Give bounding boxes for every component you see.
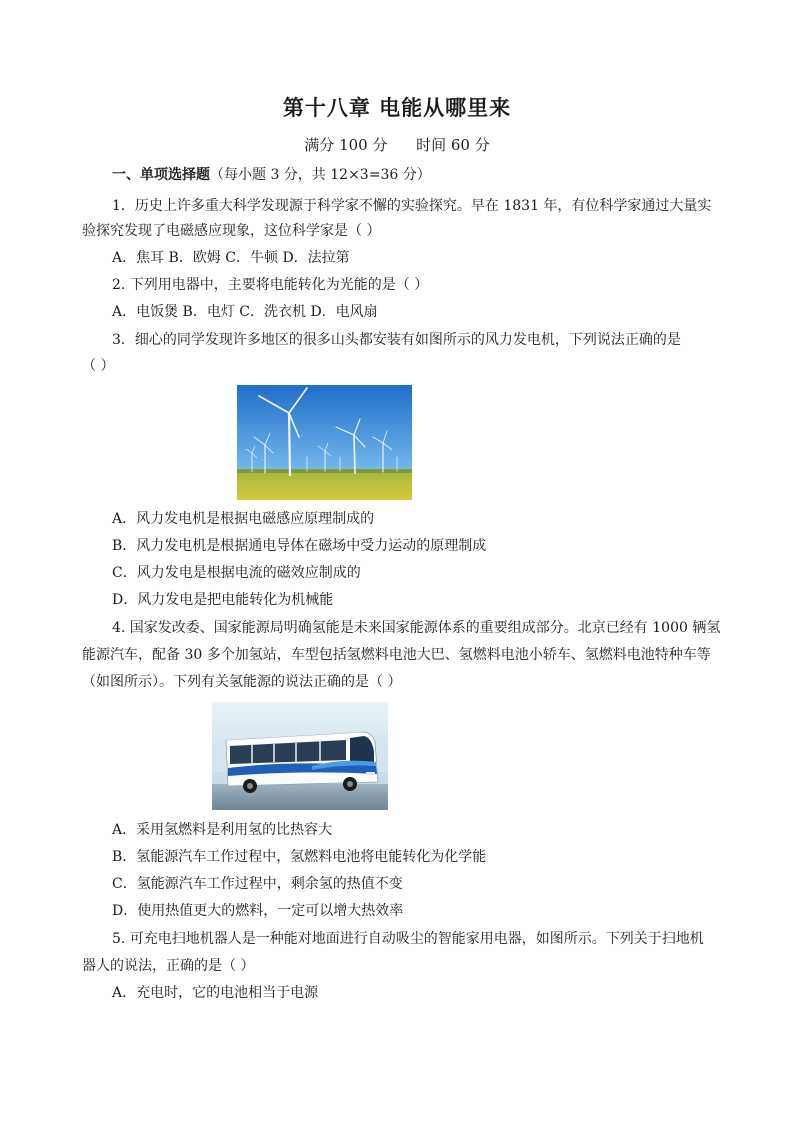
q4-stem-line1: 4. 国家发改委、国家能源局明确氢能是未来国家能源体系的重要组成部分。北京已经有 1000 辆氢: [112, 620, 721, 636]
q3-option-a: A．风力发电机是根据电磁感应原理制成的: [112, 511, 375, 527]
chapter-title: 第十八章 电能从哪里来: [282, 95, 512, 120]
section-heading: [112, 165, 431, 185]
q5-stem-line1: 5. 可充电扫地机器人是一种能对地面进行自动吸尘的智能家用电器，如图所示。下列关于扫地机: [112, 931, 704, 947]
q4-option-d: D．使用热值更大的燃料，一定可以增大热效率: [112, 903, 404, 919]
q4-option-c: C．氢能源汽车工作过程中，剩余氢的热值不变: [112, 876, 403, 892]
q3-stem-line1: 3．细心的同学发现许多地区的很多山头都安装有如图所示的风力发电机，下列说法正确的是: [112, 332, 681, 348]
score-time-info: 满分 100 分 时间 60 分: [304, 136, 490, 154]
q2-options: A．电饭煲 B．电灯 C．洗衣机 D．电风扇: [112, 304, 378, 320]
q3-option-b: B．风力发电机是根据通电导体在磁场中受力运动的原理制成: [112, 538, 487, 554]
q4-option-a: A．采用氢燃料是利用氢的比热容大: [112, 822, 333, 838]
q5-option-a: A．充电时，它的电池相当于电源: [112, 985, 319, 1001]
section-title: 一、单项选择题: [112, 167, 210, 183]
q4-stem-line3: （如图所示）。下列有关氢能源的说法正确的是（ ）: [82, 674, 402, 690]
q5-stem-line2: 器人的说法，正确的是（ ）: [82, 958, 255, 974]
wind-turbine-illustration: [237, 385, 412, 500]
wind-turbine-figure: [237, 385, 412, 500]
q1-stem-line2: 验探究发现了电磁感应现象，这位科学家是（ ）: [82, 223, 381, 239]
q1-options: A．焦耳 B．欧姆 C．牛顿 D．法拉第: [112, 250, 350, 266]
q2-stem: 2. 下列用电器中，主要将电能转化为光能的是（ ）: [112, 277, 429, 293]
q4-stem-line2: 能源汽车，配备 30 多个加氢站，车型包括氢燃料电池大巴、氢燃料电池小轿车、氢燃料电池特种车等: [82, 647, 711, 663]
q1-stem-line1: 1．历史上许多重大科学发现源于科学家不懈的实验探究。早在 1831 年，有位科学家通过大量实: [112, 198, 712, 214]
q3-option-c: C．风力发电是根据电流的磁效应制成的: [112, 565, 361, 581]
hydrogen-bus-illustration: [212, 702, 388, 810]
q4-option-b: B．氢能源汽车工作过程中，氢燃料电池将电能转化为化学能: [112, 849, 487, 865]
q3-option-d: D．风力发电是把电能转化为机械能: [112, 592, 334, 608]
hydrogen-bus-figure: [212, 702, 388, 810]
q3-stem-line2: （ ）: [82, 358, 115, 374]
section-note: （每小题 3 分，共 12×3=36 分）: [210, 167, 431, 183]
